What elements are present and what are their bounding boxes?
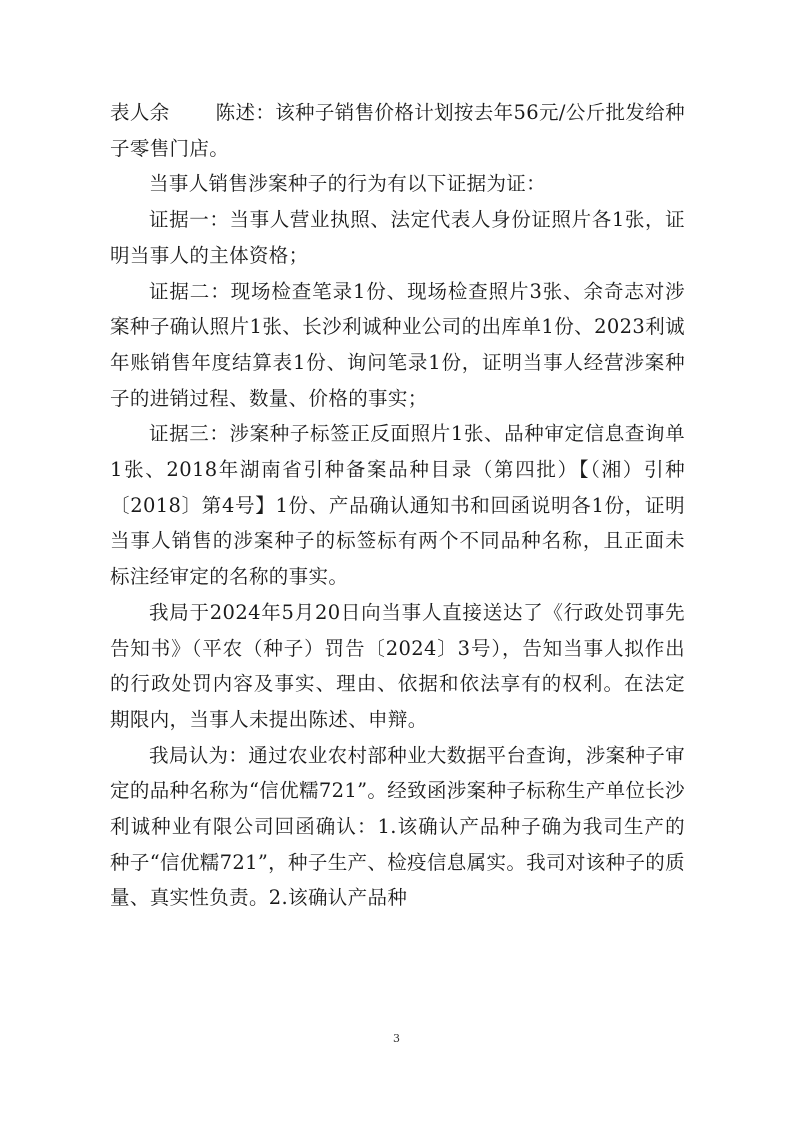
body-text — [110, 95, 685, 916]
paragraph-finding: 我局认为：通过农业农村部种业大数据平台查询，涉案种子审定的品种名称为“信优糯721”。经致函涉案种子标称生产单位长沙利诚种业有限公司回函确认：1.该确认产品种子确为我司生产的种子“信优糯721”，种子生产、检疫信息属实。我司对该种子的质量、真实性负责。2.该确认产品种 — [110, 743, 686, 910]
paragraph-evidence-1: 证据一：当事人营业执照、法定代表人身份证照片各1张，证明当事人的主体资格； — [110, 208, 685, 267]
statement-rest: 陈述：该种子销售价格计划按去年56元/公斤批发给种子零售门店。 — [110, 101, 685, 160]
page-number: 3 — [393, 1032, 400, 1045]
paragraph-evidence-3: 证据三：涉案种子标签正反面照片1张、品种审定信息查询单1张、2018年湖南省引种备案品种目录（第四批）【（湘）引种〔2018〕第4号】1份、产品确认通知书和回函说明各1份，证明当事人销售的涉案种子的标签标有两个不同品种名称，且正面未标注经审定的名称的事实。 — [110, 422, 685, 589]
statement-start: 表人余 — [110, 101, 170, 124]
redacted-name — [170, 103, 216, 121]
paragraph-evidence-2: 证据二：现场检查笔录1份、现场检查照片3张、余奇志对涉案种子确认照片1张、长沙利诚种业公司的出库单1份、2023利诚年账销售年度结算表1份、询问笔录1份，证明当事人经营涉案种子的进销过程、数量、价格的事实； — [110, 279, 685, 410]
paragraph-notice: 我局于2024年5月20日向当事人直接送达了《行政处罚事先告知书》（平农（种子）罚告〔2024〕3号），告知当事人拟作出的行政处罚内容及事实、理由、依据和依法享有的权利。在法定期限内，当事人未提出陈述、申辩。 — [110, 600, 685, 731]
paragraph-statement — [110, 95, 685, 166]
paragraph-evidence-intro: 当事人销售涉案种子的行为有以下证据为证： — [149, 172, 547, 196]
